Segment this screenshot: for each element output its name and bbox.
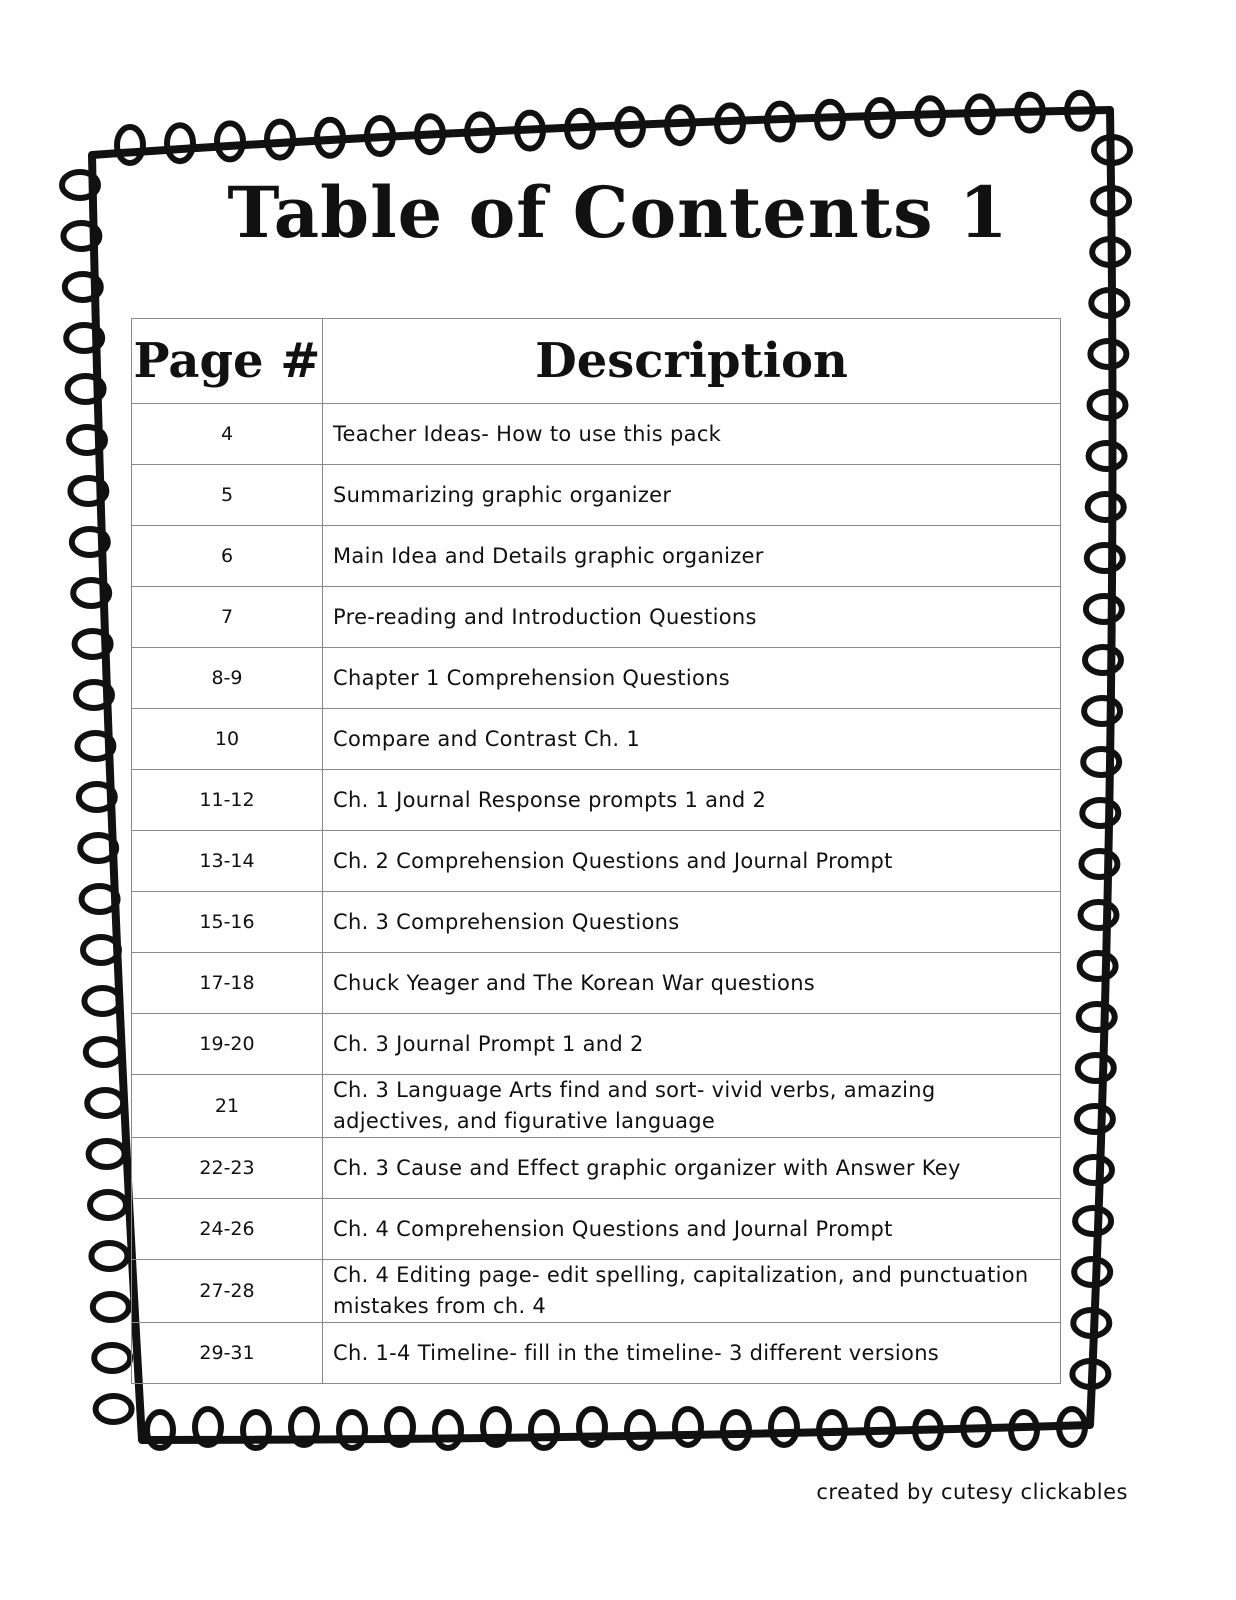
page-number-cell: 8-9	[132, 648, 323, 709]
frame-loop-right	[1075, 1208, 1111, 1234]
table-header-row	[132, 319, 1061, 404]
page-number-cell: 6	[132, 526, 323, 587]
frame-loop-right	[1088, 494, 1124, 520]
description-cell: Ch. 3 Cause and Effect graphic organizer with Answer Key	[323, 1138, 1061, 1199]
frame-loop-bottom	[531, 1412, 557, 1448]
frame-loop-right	[1080, 953, 1116, 979]
description-cell: Ch. 3 Journal Prompt 1 and 2	[323, 1014, 1061, 1075]
description-cell: Teacher Ideas- How to use this pack	[323, 404, 1061, 465]
table-row	[132, 526, 1061, 587]
frame-loop-bottom	[675, 1409, 701, 1445]
frame-loop-left	[86, 1039, 122, 1065]
frame-loop-bottom	[435, 1412, 461, 1448]
description-cell: Ch. 4 Editing page- edit spelling, capitalization, and punctuation mistakes from ch. 4	[323, 1260, 1061, 1323]
frame-loop-left	[87, 1090, 123, 1116]
description-cell: Chapter 1 Comprehension Questions	[323, 648, 1061, 709]
frame-loop-left	[93, 1294, 129, 1320]
frame-loop-right	[1085, 647, 1121, 673]
frame-loop-left	[89, 1141, 125, 1167]
description-cell: Pre-reading and Introduction Questions	[323, 587, 1061, 648]
credit-line: created by cutesy clickables	[816, 1480, 1128, 1504]
table-row	[132, 1138, 1061, 1199]
page-number-cell: 21	[132, 1075, 323, 1138]
table-row	[132, 1260, 1061, 1323]
table-row	[132, 1199, 1061, 1260]
toc-body	[132, 404, 1061, 1384]
description-cell: Ch. 4 Comprehension Questions and Journal Prompt	[323, 1199, 1061, 1260]
frame-loop-left	[90, 1192, 126, 1218]
frame-loop-top	[117, 127, 143, 163]
page-number-cell: 10	[132, 709, 323, 770]
description-cell: Ch. 1 Journal Response prompts 1 and 2	[323, 770, 1061, 831]
description-cell: Ch. 1-4 Timeline- fill in the timeline- 3 different versions	[323, 1323, 1061, 1384]
table-row	[132, 770, 1061, 831]
description-header: Description	[323, 319, 1061, 404]
frame-loop-right	[1086, 596, 1122, 622]
table-row	[132, 709, 1061, 770]
table-row	[132, 831, 1061, 892]
frame-loop-bottom	[771, 1409, 797, 1445]
page-number-header: Page #	[132, 319, 323, 404]
table-row	[132, 465, 1061, 526]
frame-loop-right	[1077, 1106, 1113, 1132]
description-cell: Chuck Yeager and The Korean War questions	[323, 953, 1061, 1014]
page-number-cell: 19-20	[132, 1014, 323, 1075]
page-number-cell: 15-16	[132, 892, 323, 953]
frame-loop-right	[1076, 1157, 1112, 1183]
table-row	[132, 1075, 1061, 1138]
table-row	[132, 404, 1061, 465]
frame-loop-left	[91, 1243, 127, 1269]
table-row	[132, 587, 1061, 648]
page-title: Table of Contents 1	[227, 171, 1009, 254]
description-cell: Summarizing graphic organizer	[323, 465, 1061, 526]
frame-loop-left	[94, 1345, 130, 1371]
frame-loop-bottom	[627, 1412, 653, 1448]
frame-loop-top	[167, 125, 193, 161]
page-number-cell: 22-23	[132, 1138, 323, 1199]
description-cell: Main Idea and Details graphic organizer	[323, 526, 1061, 587]
page-number-cell: 4	[132, 404, 323, 465]
description-cell: Compare and Contrast Ch. 1	[323, 709, 1061, 770]
table-row	[132, 1014, 1061, 1075]
page-number-cell: 27-28	[132, 1260, 323, 1323]
frame-loop-right	[1078, 1055, 1114, 1081]
frame-loop-right	[1079, 1004, 1115, 1030]
page-number-cell: 7	[132, 587, 323, 648]
table-row	[132, 892, 1061, 953]
page-number-cell: 13-14	[132, 831, 323, 892]
frame-loop-left	[84, 988, 120, 1014]
page-number-cell: 29-31	[132, 1323, 323, 1384]
table-row	[132, 648, 1061, 709]
description-cell: Ch. 2 Comprehension Questions and Journal Prompt	[323, 831, 1061, 892]
page-number-cell: 17-18	[132, 953, 323, 1014]
toc-table	[131, 318, 1061, 1384]
page-number-cell: 24-26	[132, 1199, 323, 1260]
page-number-cell: 11-12	[132, 770, 323, 831]
page-number-cell: 5	[132, 465, 323, 526]
frame-loop-left	[96, 1396, 132, 1422]
frame-loop-right	[1090, 392, 1126, 418]
table-row	[132, 1323, 1061, 1384]
table-row	[132, 953, 1061, 1014]
description-cell: Ch. 3 Comprehension Questions	[323, 892, 1061, 953]
frame-loop-right	[1089, 443, 1125, 469]
frame-loop-right	[1087, 545, 1123, 571]
description-cell: Ch. 3 Language Arts find and sort- vivid verbs, amazing adjectives, and figurative language	[323, 1075, 1061, 1138]
